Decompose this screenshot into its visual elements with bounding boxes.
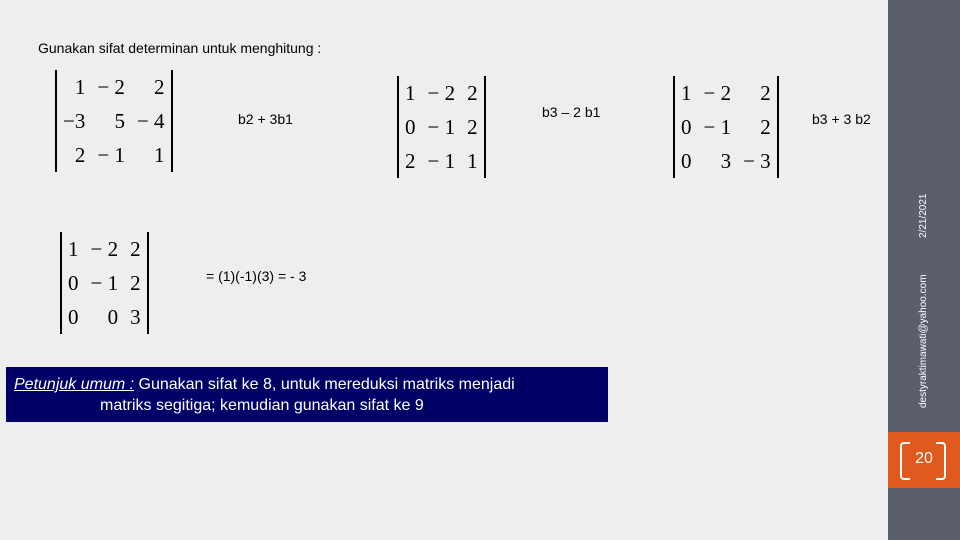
hint-line-2: matriks segitiga; kemudian gunakan sifat ke 9 — [100, 397, 424, 414]
row-operation-1: b2 + 3b1 — [238, 111, 293, 127]
matrix-cell: 0 — [68, 270, 79, 295]
matrix-cell: − 2 — [703, 80, 732, 105]
matrix-cell: 5 — [114, 108, 125, 133]
matrix-step-2 — [673, 76, 779, 178]
matrix-triangular — [60, 232, 149, 334]
matrix-row — [675, 76, 777, 110]
matrix-original — [55, 70, 173, 172]
matrix-cell: − 1 — [90, 270, 119, 295]
row-operation-2: b3 – 2 b1 — [542, 104, 601, 120]
matrix-cell: 1 — [154, 142, 165, 167]
matrix-cell: 2 — [467, 114, 478, 139]
matrix-row — [675, 144, 777, 178]
matrix-cell: − 4 — [136, 108, 165, 133]
matrix-row — [57, 138, 171, 172]
right-bracket-icon — [936, 442, 946, 480]
matrix-cell: 2 — [467, 80, 478, 105]
matrix-cell: 0 — [107, 304, 119, 329]
matrix-row — [57, 104, 171, 138]
matrix-cell: − 2 — [90, 236, 119, 261]
matrix-cell: 1 — [681, 80, 692, 105]
matrix-cell: − 2 — [97, 74, 125, 99]
slide-heading: Gunakan sifat determinan untuk menghitung : — [38, 40, 322, 56]
sidebar-date: 2/21/2021 — [918, 193, 929, 238]
matrix-cell: 3 — [720, 148, 732, 173]
matrix-cell: 1 — [467, 148, 478, 173]
matrix-row — [62, 266, 147, 300]
hint-line-1 — [14, 376, 515, 394]
matrix-cell: − 1 — [427, 114, 456, 139]
matrix-row — [62, 300, 147, 334]
matrix-cell: − 1 — [97, 142, 125, 167]
matrix-cell: 3 — [130, 304, 141, 329]
determinant-result: = (1)(-1)(3) = - 3 — [206, 268, 307, 284]
matrix-table — [62, 232, 147, 334]
matrix-cell: 0 — [68, 304, 79, 329]
matrix-cell: 2 — [74, 142, 86, 167]
matrix-cell: − 1 — [427, 148, 456, 173]
sidebar-email: destyraktimawati@yahoo.com — [918, 274, 929, 408]
matrix-cell: 2 — [405, 148, 416, 173]
matrix-cell: 2 — [130, 236, 141, 261]
row-operation-3: b3 + 3 b2 — [812, 111, 871, 127]
matrix-table — [399, 76, 484, 178]
matrix-row — [62, 232, 147, 266]
matrix-cell: 1 — [405, 80, 416, 105]
matrix-cell: 1 — [68, 236, 79, 261]
matrix-cell: − 2 — [427, 80, 456, 105]
matrix-cell: 2 — [130, 270, 141, 295]
page-number-box — [888, 432, 960, 488]
matrix-step-1 — [397, 76, 486, 178]
page-number: 20 — [915, 450, 933, 467]
matrix-row — [399, 76, 484, 110]
matrix-row — [675, 110, 777, 144]
matrix-cell: 1 — [74, 74, 86, 99]
matrix-cell: 0 — [681, 148, 692, 173]
hint-text-1: Gunakan sifat ke 8, untuk mereduksi matriks menjadi — [134, 376, 515, 393]
matrix-row — [399, 144, 484, 178]
hint-box — [6, 367, 608, 422]
matrix-row — [399, 110, 484, 144]
matrix-cell: − 3 — [743, 148, 771, 173]
matrix-cell: 2 — [760, 114, 771, 139]
matrix-cell: −3 — [63, 108, 86, 133]
matrix-cell: 0 — [405, 114, 416, 139]
matrix-table — [675, 76, 777, 178]
matrix-cell: 0 — [681, 114, 692, 139]
matrix-row — [57, 70, 171, 104]
matrix-cell: 2 — [760, 80, 771, 105]
hint-label: Petunjuk umum : — [14, 376, 135, 393]
matrix-table — [57, 70, 171, 172]
matrix-cell: − 1 — [703, 114, 732, 139]
matrix-cell: 2 — [154, 74, 165, 99]
